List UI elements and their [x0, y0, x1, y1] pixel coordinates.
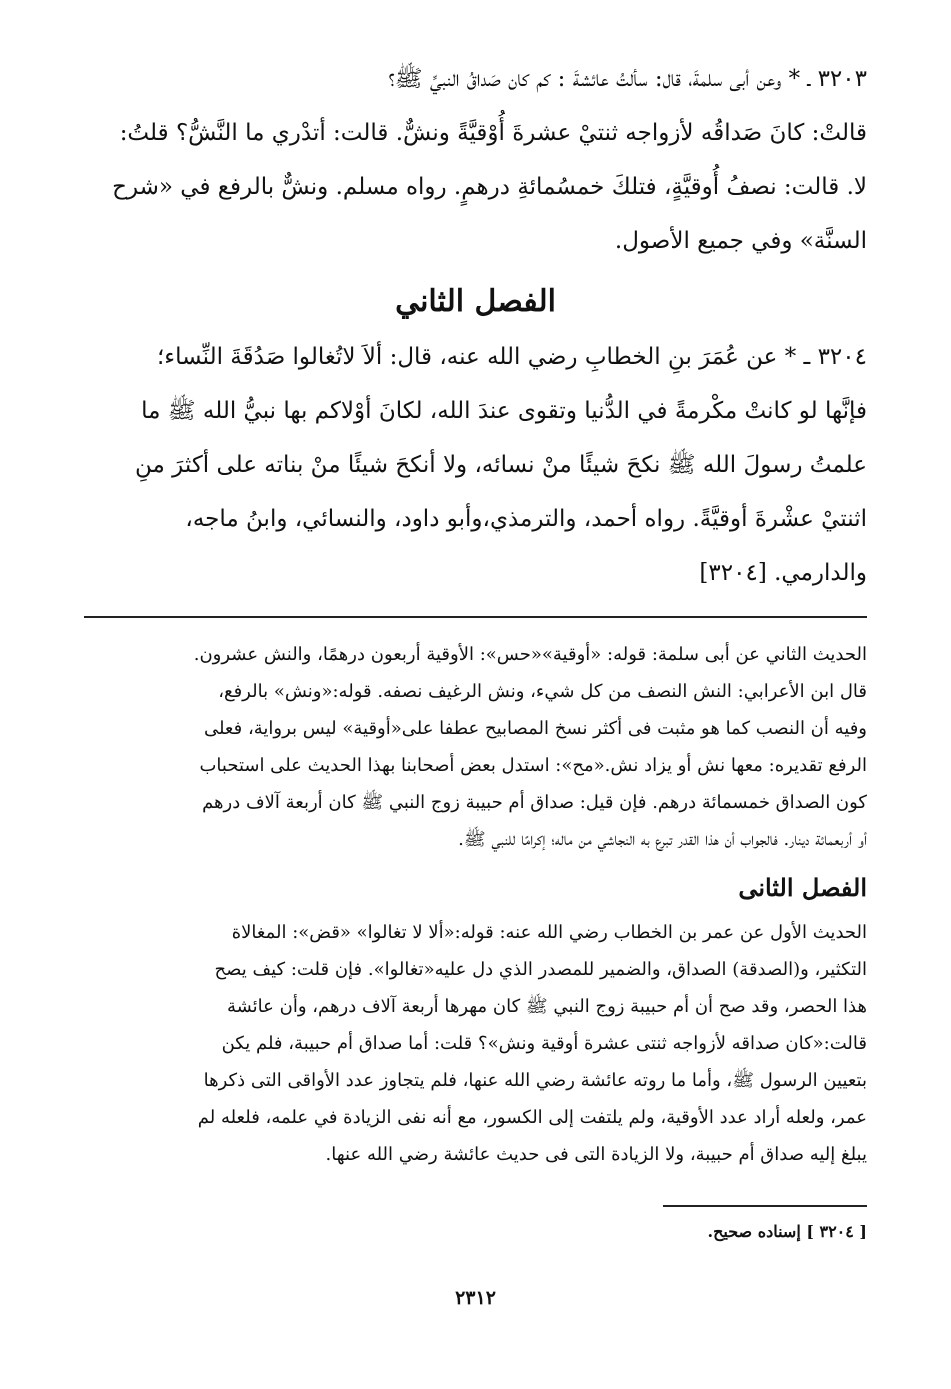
commentary-line: يبلغ إليه صداق أم حبيبة، ولا الزيادة التى فى حديث عائشة رضي الله عنها. — [325, 1144, 867, 1165]
text-line: والدارمي. [٣٢٠٤] — [699, 560, 867, 586]
commentary-line: قالت:«كان صداقه لأزواجه ثنتى عشرة أوقية ونش»؟ قلت: أما صداق أم حبيبة، فلم يكن — [221, 1033, 867, 1054]
commentary-line: وفيه أن النصب كما هو مثبت فى أكثر نسخ المصابيح عطفا على«أوقية» ليس برواية، فعلى — [203, 718, 867, 739]
divider — [84, 616, 867, 618]
text-line: علمتُ رسولَ الله ﷺ نكحَ شيئًا منْ نسائه، ولا أنكحَ شيئًا منْ بناته على أكثرَ منِ — [135, 452, 867, 478]
commentary-block-2 — [84, 914, 867, 1173]
commentary-line: بتعيين الرسول ﷺ، وأما ما روته عائشة رضي الله عنها، فلم يتجاوز عدد الأواقى التى ذكرها — [203, 1070, 867, 1091]
page — [84, 52, 867, 1247]
hadith-3203 — [84, 52, 867, 268]
text-line: فإنَّها لو كانتْ مكْرمةً في الدُّنيا وتقوى عندَ الله، لكانَ أوْلاكم بها نبيُّ الله ﷺ ما — [141, 398, 867, 424]
commentary-line: أو أربعمائة دينار. فالجواب أن هذا القدر تبرع به النجاشي من ماله؛ إكرامًا للنبي ﷺ. — [458, 829, 867, 850]
commentary-line: الرفع تقديره: معها نش أو يزاد نش.«مح»: استدل بعض أصحابنا بهذا الحديث على استحباب — [199, 755, 867, 776]
commentary-line: كون الصداق خمسمائة درهم. فإن قيل: صداق أم حبيبة زوج النبي ﷺ كان أربعة آلاف درهم — [202, 792, 867, 813]
section-heading: الفصل الثاني — [395, 284, 556, 319]
footnote: [ ٣٢٠٤ ] إسناده صحيح. — [707, 1222, 867, 1241]
page-number: ٢٣١٢ — [455, 1287, 496, 1309]
commentary-section-heading: الفصل الثانى — [738, 873, 867, 902]
text-line: قالتْ: كانَ صَداقُه لأزواجه ثنتيْ عشرةَ أُوْقيَّةً ونشٌّ. قالت: أتدْري ما النَّشُّ؟ قلتُ: — [119, 120, 867, 146]
commentary-line: التكثير، و(الصدقة) الصداق، والضمير للمصدر الذي دل عليه«تغالوا». فإن قلت: كيف يصح — [214, 959, 867, 980]
commentary-line: هذا الحصر، وقد صح أن أم حبيبة زوج النبي ﷺ كان مهرها أربعة آلاف درهم، وأن عائشة — [226, 996, 867, 1017]
text-line: ٣٢٠٣ ـ * وعن أبى سلمةَ، قال: سألتُ عائشةَ : كم كان صَداقُ النبيِّ ﷺ؟ — [388, 66, 867, 92]
commentary-line: قال ابن الأعرابي: النش النصف من كل شيء، ونش الرغيف نصفه. قوله:«ونش» بالرفع، — [218, 681, 867, 702]
text-line: اثنتيْ عشْرةَ أوقيَّةً. رواه أحمد، والترمذي،وأبو داود، والنسائي، وابنُ ماجه، — [185, 506, 867, 532]
text-line: السنَّة» وفي جميع الأصول. — [614, 228, 867, 254]
footnote-divider — [663, 1205, 867, 1207]
commentary-line: الحديث الثاني عن أبى سلمة: قوله: «أوقية»«حس»: الأوقية أربعون درهمًا، والنش عشرون. — [193, 644, 867, 665]
text-line: لا. قالت: نصفُ أُوقيَّةٍ، فتلكَ خمسُمائةِ درهمٍ. رواه مسلم. ونشٌّ بالرفع في «شرح — [112, 174, 867, 200]
commentary-line: عمر، ولعله أراد عدد الأوقية، ولم يلتفت إلى الكسور، مع أنه نفى الزيادة في علمه، فلعله لم — [197, 1107, 867, 1128]
text-line: ٣٢٠٤ ـ * عن عُمَرَ بنِ الخطابِ رضي الله عنه، قال: ألاَ لاتُغالوا صَدُقَةَ النِّساء؛ — [157, 344, 867, 370]
commentary-block-1 — [84, 636, 867, 858]
hadith-3204 — [84, 330, 867, 600]
commentary-line: الحديث الأول عن عمر بن الخطاب رضي الله عنه: قوله:«ألا لا تغالوا» «قض»: المغالاة — [231, 922, 867, 943]
